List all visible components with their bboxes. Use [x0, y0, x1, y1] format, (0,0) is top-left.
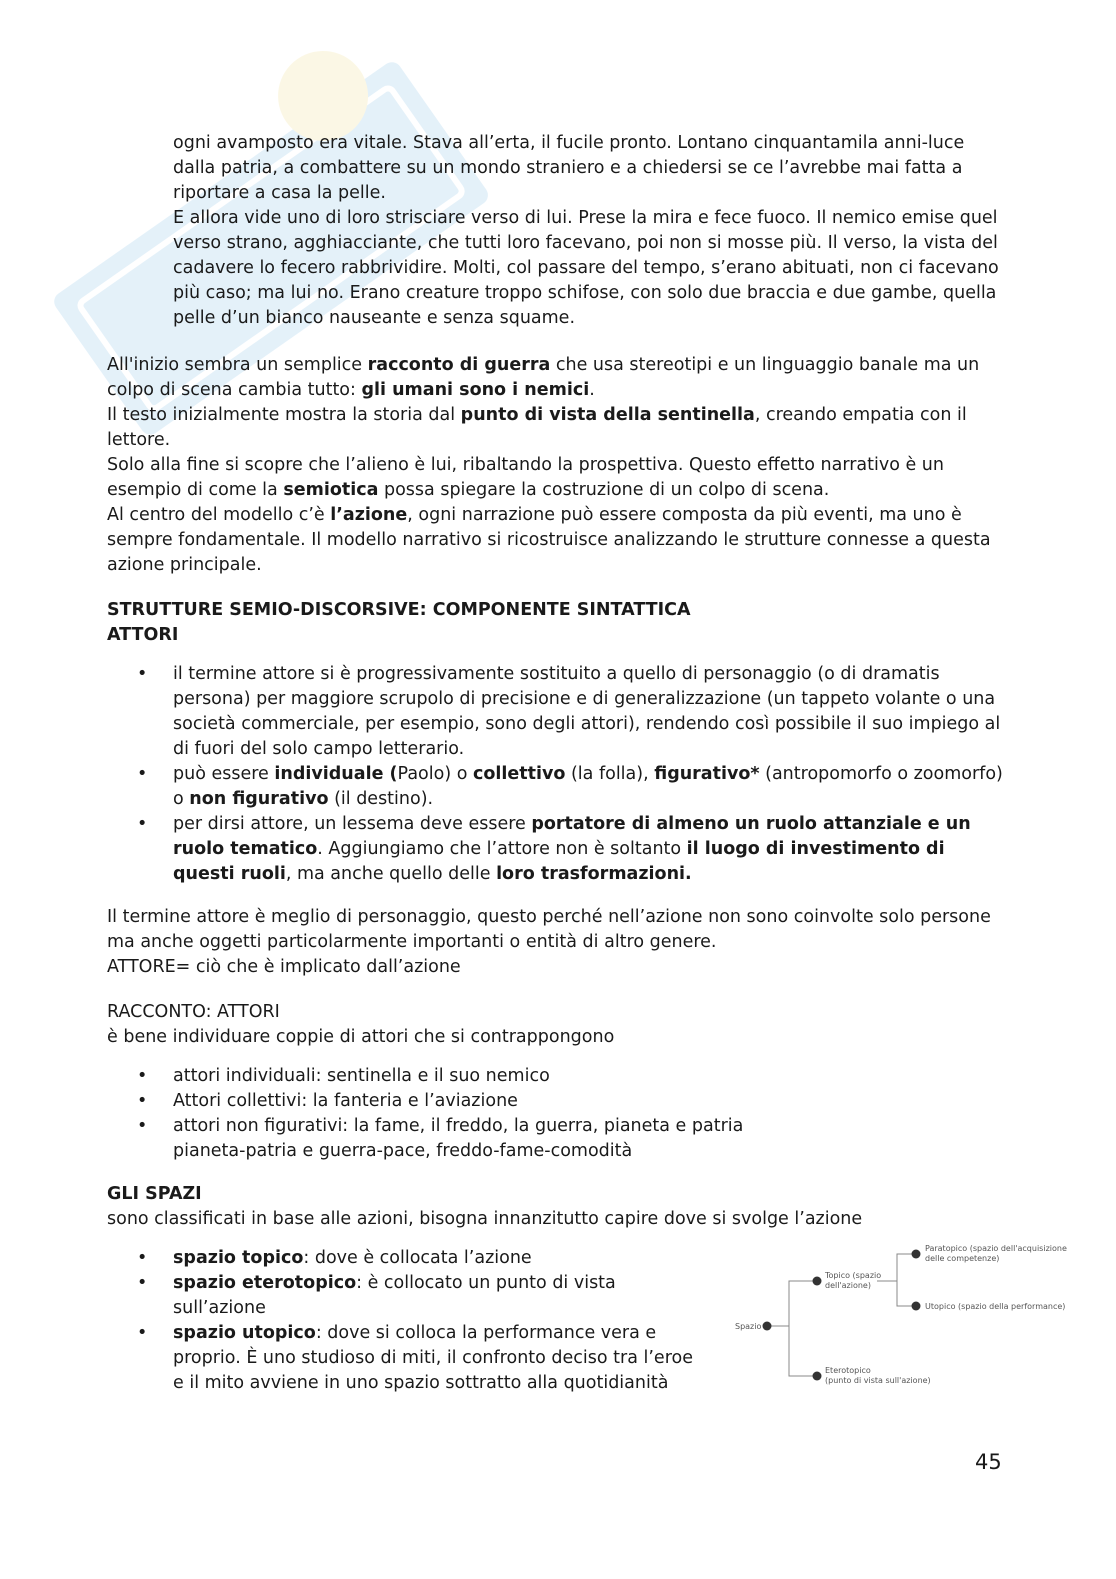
label-utopico: Utopico (spazio della performance): [925, 1302, 1066, 1311]
label-eterotopico-2: (punto di vista sull'azione): [825, 1376, 931, 1385]
list-item: • il termine attore si è progressivamente sostituito a quello di personaggio (o di dramatis persona) per maggiore scrupolo di precisione e di generalizzazione (un tappeto volante o una società commerciale, per esempio, sono degli attori), rendendo così possibile il suo impiego al di fuori del solo campo letterario.: [137, 664, 1001, 759]
intro-paragraph: [107, 353, 1007, 578]
label-topico-1: Topico (spazio: [825, 1271, 882, 1280]
list-item: • Attori collettivi: la fanteria e l’aviazione: [107, 1089, 1007, 1114]
racconto-title: RACCONTO: ATTORI: [107, 1002, 280, 1022]
bullet-icon: •: [137, 1091, 148, 1111]
intro-line-1: All'inizio sembra un semplice racconto di guerra che usa stereotipi e un linguaggio banale ma un colpo di scena cambia tutto: gli umani sono i nemici.: [107, 355, 980, 400]
bullet-icon: •: [137, 1116, 148, 1136]
intro-line-2: Il testo inizialmente mostra la storia dal punto di vista della sentinella, creando empatia con il lettore.: [107, 405, 967, 450]
attore-text: Il termine attore è meglio di personaggio, questo perché nell’azione non sono coinvolte solo persone ma anche oggetti particolarmente importanti o entità di altro genere.: [107, 907, 991, 952]
bullet-icon: •: [137, 1248, 148, 1268]
quote-paragraph-2: E allora vide uno di loro strisciare verso di lui. Prese la mira e fece fuoco. Il nemico emise quel verso strano, agghiacciante, che tutti loro facevano, poi non si mosse più. Il verso, la vista del cadavere lo fecero rabbrividire. Molti, col passare del tempo, s’erano abituati, non ci facevano più caso; ma lui no. Erano creature troppo schifose, con solo due braccia e due gambe, quella pelle d’un bianco nauseante e senza squame.: [173, 208, 999, 328]
node-paratopico: [912, 1250, 921, 1259]
quote-paragraph-1: ogni avamposto era vitale. Stava all’erta, il fucile pronto. Lontano cinquantamila anni-luce dalla patria, a combattere su un mondo straniero e a chiedersi se ce l’avrebbe mai fatta a riportare a casa la pelle.: [173, 133, 965, 203]
list-item: • per dirsi attore, un lessema deve essere portatore di almeno un ruolo attanziale e un ruolo tematico. Aggiungiamo che l’attore non è soltanto il luogo di investimento di questi ruoli, ma anche quello delle loro trasformazioni.: [137, 814, 971, 884]
spazi-text: sono classificati in base alle azioni, bisogna innanzitutto capire dove si svolge l’azione: [107, 1209, 863, 1229]
label-paratopico-1: Paratopico (spazio dell'acquisizione: [925, 1244, 1067, 1253]
bullet-icon: •: [137, 1066, 148, 1086]
bullet-icon: •: [137, 664, 148, 684]
spazi-heading: [107, 1182, 1007, 1232]
label-topico-2: dell'azione): [825, 1281, 871, 1290]
list-item: • spazio topico: dove è collocata l’azione: [107, 1246, 697, 1271]
intro-line-3: Solo alla fine si scopre che l’alieno è lui, ribaltando la prospettiva. Questo effetto narrativo è un esempio di come la semiotica possa spiegare la costruzione di un colpo di scena.: [107, 455, 944, 500]
bullet-icon: •: [137, 1323, 148, 1343]
list-item: • attori non figurativi: la fame, il freddo, la guerra, pianeta e patria pianeta-patria e guerra-pace, freddo-fame-comodità: [137, 1116, 744, 1161]
racconto-block: [107, 1000, 1007, 1050]
racconto-list: [107, 1064, 1007, 1164]
node-eterotopico: [813, 1372, 822, 1381]
node-topico: [813, 1277, 822, 1286]
list-item: • spazio utopico: dove si colloca la performance vera e proprio. È uno studioso di miti, il confronto deciso tra l’eroe e il mito avviene in uno spazio sottratto alla quotidianità: [137, 1323, 693, 1393]
spazi-title: GLI SPAZI: [107, 1184, 202, 1204]
section-title: STRUTTURE SEMIO-DISCORSIVE: COMPONENTE SINTATTICA: [107, 600, 691, 620]
label-paratopico-2: delle competenze): [925, 1254, 1000, 1263]
attore-paragraph: [107, 905, 1007, 980]
node-root: [763, 1322, 772, 1331]
label-eterotopico-1: Eterotopico: [825, 1366, 871, 1375]
story-quote: [173, 131, 1007, 331]
list-item: • spazio eterotopico: è collocato un punto di vista sull’azione: [137, 1273, 616, 1318]
spazi-block: [107, 1244, 1067, 1396]
spazio-tree-diagram: [727, 1226, 1067, 1396]
list-item: • attori individuali: sentinella e il suo nemico: [107, 1064, 1007, 1089]
intro-line-4: Al centro del modello c’è l’azione, ogni narrazione può essere composta da più eventi, ma uno è sempre fondamentale. Il modello narrativo si ricostruisce analizzando le strutture connesse a questa azione principale.: [107, 505, 991, 575]
node-utopico: [912, 1302, 921, 1311]
page-number: 45: [975, 1450, 1002, 1474]
label-root: Spazio: [735, 1322, 762, 1331]
attori-list: [107, 662, 1007, 887]
spazi-list: [107, 1246, 697, 1396]
bullet-icon: •: [137, 1273, 148, 1293]
section-attori-heading: [107, 598, 1007, 648]
section-subtitle: ATTORI: [107, 625, 179, 645]
list-item: • può essere individuale (Paolo) o collettivo (la folla), figurativo* (antropomorfo o zoomorfo) o non figurativo (il destino).: [137, 764, 1003, 809]
bullet-icon: •: [137, 814, 148, 834]
racconto-text: è bene individuare coppie di attori che si contrappongono: [107, 1027, 615, 1047]
bullet-icon: •: [137, 764, 148, 784]
attore-definition: ATTORE= ciò che è implicato dall’azione: [107, 957, 461, 977]
document-page: [107, 131, 1067, 1414]
list-item-continuation: pianeta-patria e guerra-pace, freddo-fame-comodità: [173, 1141, 633, 1161]
